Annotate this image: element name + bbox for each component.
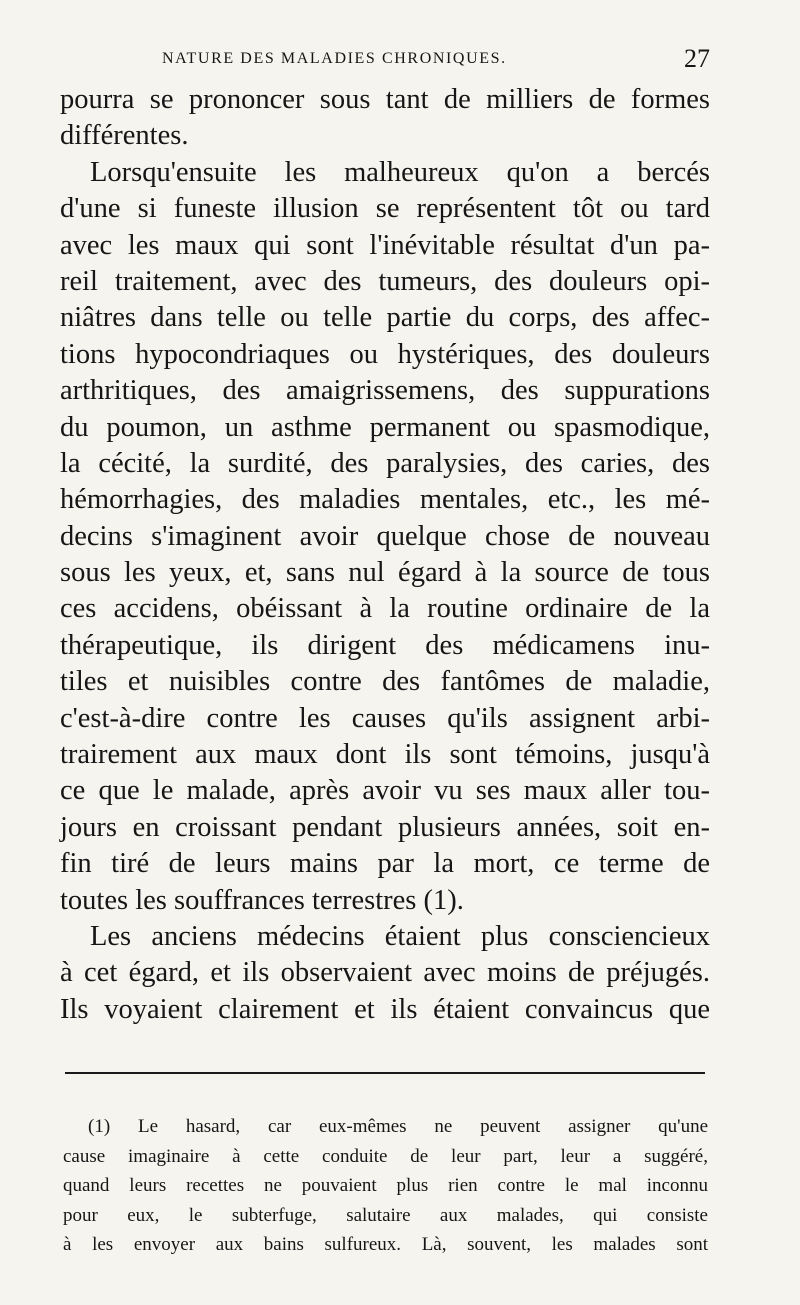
footnote-line: (1) Le hasard, car eux-mêmes ne peuvent assigner qu'une: [88, 1116, 708, 1137]
footnote-line: cause imaginaire à cette conduite de leur part, leur a suggéré,: [63, 1145, 708, 1167]
text-line: d'une si funeste illusion se représentent tôt ou tard: [60, 193, 710, 225]
text-line: tiles et nuisibles contre des fantômes de maladie,: [60, 666, 710, 698]
text-line: du poumon, un asthme permanent ou spasmodique,: [60, 411, 710, 443]
text-line: trairement aux maux dont ils sont témoins, jusqu'à: [60, 739, 710, 771]
footnote-line: à les envoyer aux bains sulfureux. Là, souvent, les malades sont: [63, 1234, 708, 1255]
footnotes: [63, 1112, 708, 1260]
text-line: decins s'imaginent avoir quelque chose de nouveau: [60, 520, 710, 552]
text-line: tions hypocondriaques ou hystériques, des douleurs: [60, 338, 710, 370]
text-line: Les anciens médecins étaient plus consciencieux: [90, 920, 710, 952]
text-line: niâtres dans telle ou telle partie du corps, des affec-: [60, 302, 710, 334]
text-line: ce que le malade, après avoir vu ses maux aller tou-: [60, 775, 710, 807]
text-line: hémorrhagies, des maladies mentales, etc., les mé-: [60, 484, 710, 516]
text-line: à cet égard, et ils observaient avec moins de préjugés.: [60, 957, 710, 989]
text-line: sous les yeux, et, sans nul égard à la source de tous: [60, 557, 710, 589]
page-number: 27: [684, 44, 710, 73]
footnote-line: quand leurs recettes ne pouvaient plus rien contre le mal inconnu: [63, 1175, 708, 1196]
text-line: la cécité, la surdité, des paralysies, des caries, des: [60, 447, 710, 479]
body-text: [60, 82, 710, 1028]
text-line: ces accidens, obéissant à la routine ordinaire de la: [60, 593, 710, 625]
text-line: Lorsqu'ensuite les malheureux qu'on a bercés: [90, 156, 710, 188]
text-line: Ils voyaient clairement et ils étaient convaincus que: [60, 993, 710, 1025]
text-line: thérapeutique, ils dirigent des médicamens inu-: [60, 629, 710, 661]
text-line: différentes.: [60, 120, 189, 152]
footnote-divider: [65, 1072, 705, 1074]
text-line: toutes les souffrances terrestres (1).: [60, 884, 464, 916]
text-line: pourra se prononcer sous tant de milliers de formes: [60, 84, 710, 115]
text-line: reil traitement, avec des tumeurs, des douleurs opi-: [60, 265, 710, 297]
text-line: arthritiques, des amaigrissemens, des suppurations: [60, 375, 710, 407]
text-line: jours en croissant pendant plusieurs années, soit en-: [60, 811, 710, 843]
text-line: c'est-à-dire contre les causes qu'ils assignent arbi-: [60, 702, 710, 734]
text-line: avec les maux qui sont l'inévitable résultat d'un pa-: [60, 229, 710, 261]
text-line: fin tiré de leurs mains par la mort, ce terme de: [60, 848, 710, 880]
footnote-line: pour eux, le subterfuge, salutaire aux malades, qui consiste: [63, 1204, 708, 1226]
running-title: NATURE DES MALADIES CHRONIQUES.: [162, 50, 507, 67]
page-header: [60, 44, 710, 84]
